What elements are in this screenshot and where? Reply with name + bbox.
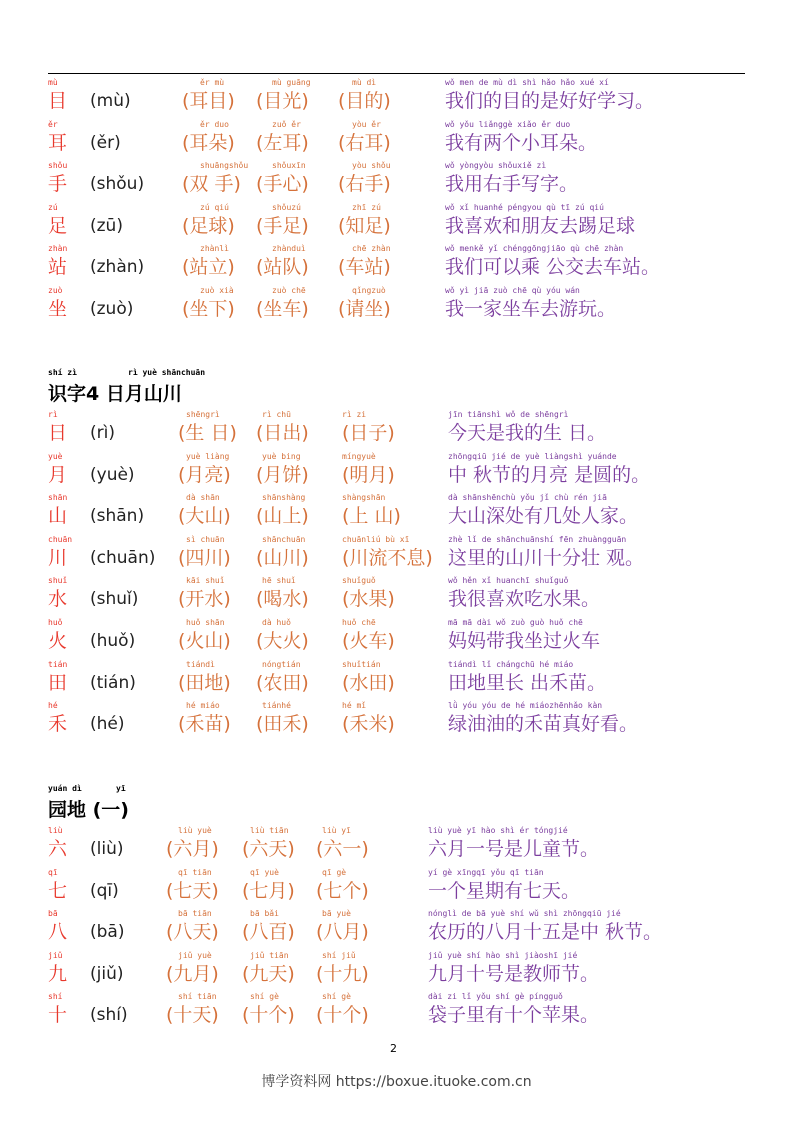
word-text: (明月): [342, 463, 395, 486]
char-reading: (shí): [90, 1005, 128, 1026]
word-text: (九月): [166, 962, 219, 985]
example-sentence: 六月一号是儿童节。: [428, 838, 600, 860]
word-text: (右手): [338, 173, 391, 196]
word-pinyin: shǒuxīn: [272, 161, 306, 171]
word-text: (火山): [178, 630, 231, 652]
char-pinyin: mù: [48, 78, 58, 87]
word-pinyin: dà shān: [186, 493, 220, 503]
hanzi-char: 站: [48, 256, 68, 279]
vocab-row: [0, 535, 793, 577]
word-pinyin: bā yuè: [322, 909, 351, 919]
char-reading: (shuǐ): [90, 589, 139, 610]
hanzi-char: 目: [48, 90, 68, 112]
example-sentence: 农历的八月十五是中 秋节。: [428, 921, 663, 944]
word-text: (八天): [166, 921, 219, 944]
heading-pinyin: rì yuè shānchuān: [128, 368, 206, 377]
word-text: (田禾): [256, 713, 309, 736]
word-text: (喝水): [256, 588, 309, 611]
word-pinyin: ěr duo: [200, 119, 229, 129]
word-text: (目的): [338, 90, 391, 112]
word-pinyin: rì zi: [342, 410, 367, 419]
sentence-pinyin: nónglì de bā yuè shí wǔ shì zhōngqiū jié: [428, 909, 621, 919]
example-sentence: 大山深处有几处人家。: [448, 505, 639, 528]
word-text: (八月): [316, 921, 369, 944]
word-pinyin: qī gè: [322, 867, 347, 877]
word-pinyin: shānchuān: [262, 534, 306, 544]
sentence-pinyin: tiándì lǐ chángchū hé miáo: [448, 659, 574, 669]
top-rule: [48, 73, 745, 74]
word-pinyin: jiǔ yuè: [178, 950, 212, 960]
hanzi-char: 足: [48, 214, 68, 237]
word-pinyin: bā tiān: [178, 909, 212, 919]
word-pinyin: chuānliú bù xī: [342, 534, 410, 544]
example-sentence: 田地里长 出禾苗。: [448, 671, 607, 694]
char-pinyin: hé: [48, 701, 58, 711]
vocab-row: [0, 120, 793, 162]
char-reading: (chuān): [90, 547, 156, 568]
word-pinyin: zhànlì: [200, 244, 229, 254]
word-pinyin: shí gè: [250, 992, 279, 1002]
word-pinyin: zhī zú: [352, 202, 381, 212]
word-pinyin: qǐngzuò: [352, 286, 386, 295]
word-pinyin: qī yuè: [250, 867, 279, 877]
word-pinyin: qī tiān: [178, 867, 212, 877]
char-reading: (ěr): [90, 132, 121, 153]
word-text: (农田): [256, 671, 309, 694]
example-sentence: 我一家坐车去游玩。: [445, 298, 617, 320]
word-pinyin: hé mǐ: [342, 701, 367, 711]
word-pinyin: kāi shuǐ: [186, 576, 225, 586]
word-pinyin: zuò xià: [200, 286, 234, 295]
word-text: (六天): [242, 838, 295, 860]
char-reading: (yuè): [90, 464, 135, 485]
char-pinyin: jiǔ: [48, 950, 63, 960]
word-text: (川流不息): [342, 546, 433, 569]
word-pinyin: nóngtián: [262, 659, 301, 669]
vocab-row: [0, 410, 793, 452]
example-sentence: 我们可以乘 公交去车站。: [445, 256, 661, 279]
vocab-row: [0, 286, 793, 328]
char-reading: (mù): [90, 91, 131, 111]
example-sentence: 妈妈带我坐过火车: [448, 630, 601, 652]
hanzi-char: 八: [48, 921, 68, 944]
sentence-pinyin: wǒ menkě yǐ chénggōngjiāo qù chē zhàn: [445, 244, 624, 254]
word-text: (站立): [182, 256, 235, 279]
word-pinyin: liù yī: [322, 826, 351, 835]
char-reading: (hé): [90, 714, 125, 735]
char-pinyin: qī: [48, 867, 58, 877]
char-pinyin: shǒu: [48, 161, 68, 171]
word-text: (请坐): [338, 298, 391, 320]
hanzi-char: 田: [48, 671, 68, 694]
word-text: (火车): [342, 630, 395, 652]
heading-pinyin: yī: [116, 784, 126, 793]
char-pinyin: huǒ: [48, 618, 63, 627]
word-text: (水果): [342, 588, 395, 611]
word-pinyin: bā bǎi: [250, 909, 279, 919]
word-text: (七月): [242, 879, 295, 902]
char-reading: (zuò): [90, 299, 134, 319]
word-pinyin: shānshàng: [262, 493, 306, 503]
vocab-row: [0, 992, 793, 1034]
example-sentence: 九月十号是教师节。: [428, 962, 600, 985]
sentence-pinyin: wǒ xǐ huanhé péngyou qù tī zú qiú: [445, 202, 604, 212]
hanzi-char: 耳: [48, 131, 68, 154]
sentence-pinyin: liù yuè yī hào shì ér tóngjié: [428, 826, 568, 835]
heading-pinyin: shí zì: [48, 368, 77, 377]
word-pinyin: hé miáo: [186, 701, 220, 711]
word-pinyin: zuǒ ěr: [272, 119, 301, 129]
example-sentence: 我很喜欢吃水果。: [448, 588, 601, 611]
char-reading: (rì): [90, 423, 115, 443]
word-pinyin: tiándì: [186, 659, 215, 669]
word-pinyin: míngyuè: [342, 451, 376, 461]
word-text: (车站): [338, 256, 391, 279]
word-pinyin: shí jiǔ: [322, 950, 356, 960]
vocab-row: [0, 909, 793, 951]
char-pinyin: zú: [48, 202, 58, 212]
word-pinyin: shuǐguǒ: [342, 576, 376, 586]
char-reading: (qī): [90, 880, 119, 901]
word-text: (八百): [242, 921, 295, 944]
word-text: (山上): [256, 505, 309, 528]
word-pinyin: huǒ shān: [186, 618, 225, 627]
char-reading: (shǒu): [90, 174, 145, 195]
vocab-row: [0, 660, 793, 702]
sentence-pinyin: jīn tiānshì wǒ de shēngrì: [448, 410, 569, 419]
word-pinyin: zuò chē: [272, 286, 306, 295]
word-pinyin: tiánhé: [262, 701, 291, 711]
word-pinyin: huǒ chē: [342, 618, 376, 627]
char-reading: (shān): [90, 506, 145, 527]
hanzi-char: 十: [48, 1004, 68, 1027]
hanzi-char: 水: [48, 588, 68, 611]
vocab-row: [0, 826, 793, 868]
example-sentence: 我用右手写字。: [445, 173, 579, 196]
example-sentence: 这里的山川十分壮 观。: [448, 546, 645, 569]
char-reading: (huǒ): [90, 631, 136, 651]
char-pinyin: liù: [48, 826, 63, 835]
word-text: (生 日): [178, 422, 237, 444]
vocab-row: [0, 493, 793, 535]
word-text: (月亮): [178, 463, 231, 486]
word-text: (开水): [178, 588, 231, 611]
example-sentence: 一个星期有七天。: [428, 879, 581, 902]
word-pinyin: rì chū: [262, 410, 291, 419]
word-text: (足球): [182, 214, 235, 237]
word-text: (十九): [316, 962, 369, 985]
hanzi-char: 禾: [48, 713, 68, 736]
word-text: (知足): [338, 214, 391, 237]
word-pinyin: shuǐtián: [342, 659, 381, 669]
vocab-row: [0, 78, 793, 120]
word-text: (十个): [242, 1004, 295, 1027]
char-reading: (bā): [90, 922, 125, 943]
hanzi-char: 六: [48, 838, 68, 860]
word-text: (六月): [166, 838, 219, 860]
vocab-row: [0, 452, 793, 494]
word-text: (十天): [166, 1004, 219, 1027]
example-sentence: 我喜欢和朋友去踢足球: [445, 214, 636, 237]
word-pinyin: dà huǒ: [262, 618, 291, 627]
hanzi-char: 火: [48, 630, 68, 652]
word-text: (手心): [256, 173, 309, 196]
word-pinyin: mù guāng: [272, 78, 311, 87]
word-text: (站队): [256, 256, 309, 279]
char-reading: (tián): [90, 672, 136, 693]
char-pinyin: chuān: [48, 534, 73, 544]
vocab-row: [0, 701, 793, 743]
char-pinyin: rì: [48, 410, 58, 419]
word-pinyin: shí tiān: [178, 992, 217, 1002]
word-text: (手足): [256, 214, 309, 237]
hanzi-char: 七: [48, 879, 68, 902]
word-text: (六一): [316, 838, 369, 860]
footer-watermark: 博学资料网 https://boxue.ituoke.com.cn: [261, 1074, 532, 1090]
hanzi-char: 坐: [48, 298, 68, 320]
char-pinyin: zhàn: [48, 244, 68, 254]
vocab-row: [0, 951, 793, 993]
word-pinyin: zhànduì: [272, 244, 306, 254]
hanzi-char: 月: [48, 463, 68, 486]
sentence-pinyin: wǒ yòngyòu shǒuxiě zì: [445, 161, 547, 171]
word-pinyin: jiǔ tiān: [250, 950, 289, 960]
char-pinyin: yuè: [48, 451, 63, 461]
sentence-pinyin: dài zi lǐ yǒu shí gè píngguǒ: [428, 992, 563, 1002]
vocab-row: [0, 618, 793, 660]
heading-title: 识字4 日月山川: [48, 383, 182, 405]
word-text: (上 山): [342, 505, 401, 528]
sentence-pinyin: zhè lǐ de shānchuānshí fēn zhuàngguān: [448, 534, 627, 544]
word-pinyin: yòu shǒu: [352, 161, 391, 171]
sentence-pinyin: lǜ yóu yóu de hé miáozhēnhǎo kàn: [448, 701, 603, 711]
char-pinyin: ěr: [48, 119, 58, 129]
word-pinyin: hē shuǐ: [262, 576, 296, 586]
word-pinyin: shuāngshǒu: [200, 161, 249, 171]
hanzi-char: 山: [48, 505, 68, 528]
sentence-pinyin: wǒ yǒu liǎnggè xiǎo ěr duo: [445, 119, 571, 129]
word-pinyin: liù yuè: [178, 826, 212, 835]
word-pinyin: ěr mù: [200, 78, 225, 87]
word-pinyin: yuè liàng: [186, 451, 230, 461]
vocab-row: [0, 868, 793, 910]
word-text: (田地): [178, 671, 231, 694]
word-text: (坐下): [182, 298, 235, 320]
word-pinyin: shǒuzú: [272, 202, 301, 212]
vocab-row: [0, 161, 793, 203]
word-text: (禾苗): [178, 713, 231, 736]
example-sentence: 中 秋节的月亮 是圆的。: [448, 463, 651, 486]
example-sentence: 今天是我的生 日。: [448, 422, 607, 444]
char-reading: (zū): [90, 215, 123, 236]
word-text: (七天): [166, 879, 219, 902]
word-text: (禾米): [342, 713, 395, 736]
word-text: (大火): [256, 630, 309, 652]
word-text: (日子): [342, 422, 395, 444]
char-reading: (jiǔ): [90, 963, 124, 984]
word-text: (坐车): [256, 298, 309, 320]
word-pinyin: chē zhàn: [352, 244, 391, 254]
sentence-pinyin: wǒ yì jiā zuò chē qù yóu wán: [445, 286, 580, 295]
sentence-pinyin: dà shānshēnchù yǒu jǐ chù rén jiā: [448, 493, 607, 503]
sentence-pinyin: yí gè xīngqī yǒu qī tiān: [428, 867, 544, 877]
word-text: (月饼): [256, 463, 309, 486]
word-text: (四川): [178, 546, 231, 569]
char-pinyin: zuò: [48, 286, 63, 295]
word-pinyin: yuè bing: [262, 451, 301, 461]
word-pinyin: shàngshān: [342, 493, 386, 503]
sentence-pinyin: wǒ men de mù dì shì hǎo hǎo xué xí: [445, 78, 609, 87]
example-sentence: 我们的目的是好好学习。: [445, 90, 655, 112]
char-pinyin: shuǐ: [48, 576, 68, 586]
word-text: (日出): [256, 422, 309, 444]
word-text: (七个): [316, 879, 369, 902]
char-pinyin: shān: [48, 493, 68, 503]
vocab-row: [0, 244, 793, 286]
char-pinyin: bā: [48, 909, 58, 919]
example-sentence: 绿油油的禾苗真好看。: [448, 713, 639, 736]
example-sentence: 袋子里有十个苹果。: [428, 1004, 600, 1027]
word-text: (大山): [178, 505, 231, 528]
example-sentence: 我有两个小耳朵。: [445, 131, 598, 154]
word-text: (山川): [256, 546, 309, 569]
word-pinyin: sì chuān: [186, 534, 225, 544]
hanzi-char: 九: [48, 962, 68, 985]
word-pinyin: yòu ěr: [352, 119, 381, 129]
heading-pinyin: yuán dì: [48, 784, 82, 793]
word-pinyin: zú qiú: [200, 202, 229, 212]
char-pinyin: shí: [48, 992, 63, 1002]
word-pinyin: shí gè: [322, 992, 351, 1002]
word-text: (右耳): [338, 131, 391, 154]
hanzi-char: 手: [48, 173, 68, 196]
sentence-pinyin: zhōngqiū jié de yuè liàngshì yuánde: [448, 451, 617, 461]
word-text: (十个): [316, 1004, 369, 1027]
word-text: (耳目): [182, 90, 235, 112]
char-pinyin: tián: [48, 659, 68, 669]
sentence-pinyin: jiǔ yuè shí hào shì jiàoshī jié: [428, 950, 578, 960]
word-pinyin: liù tiān: [250, 826, 289, 835]
vocab-row: [0, 576, 793, 618]
hanzi-char: 川: [48, 546, 68, 569]
word-text: (九天): [242, 962, 295, 985]
word-pinyin: shēngrì: [186, 410, 220, 419]
word-text: (目光): [256, 90, 309, 112]
heading-title: 园地 (一): [48, 799, 129, 821]
vocab-row: [0, 203, 793, 245]
word-text: (双 手): [182, 173, 241, 196]
sentence-pinyin: wǒ hěn xǐ huanchī shuǐguǒ: [448, 576, 569, 586]
word-text: (耳朵): [182, 131, 235, 154]
hanzi-char: 日: [48, 422, 68, 444]
word-text: (左耳): [256, 131, 309, 154]
word-text: (水田): [342, 671, 395, 694]
char-reading: (zhàn): [90, 257, 145, 278]
page-number: 2: [390, 1042, 397, 1055]
char-reading: (liù): [90, 839, 124, 859]
word-pinyin: mù dì: [352, 78, 377, 87]
sentence-pinyin: mā mā dài wǒ zuò guò huǒ chē: [448, 618, 583, 627]
